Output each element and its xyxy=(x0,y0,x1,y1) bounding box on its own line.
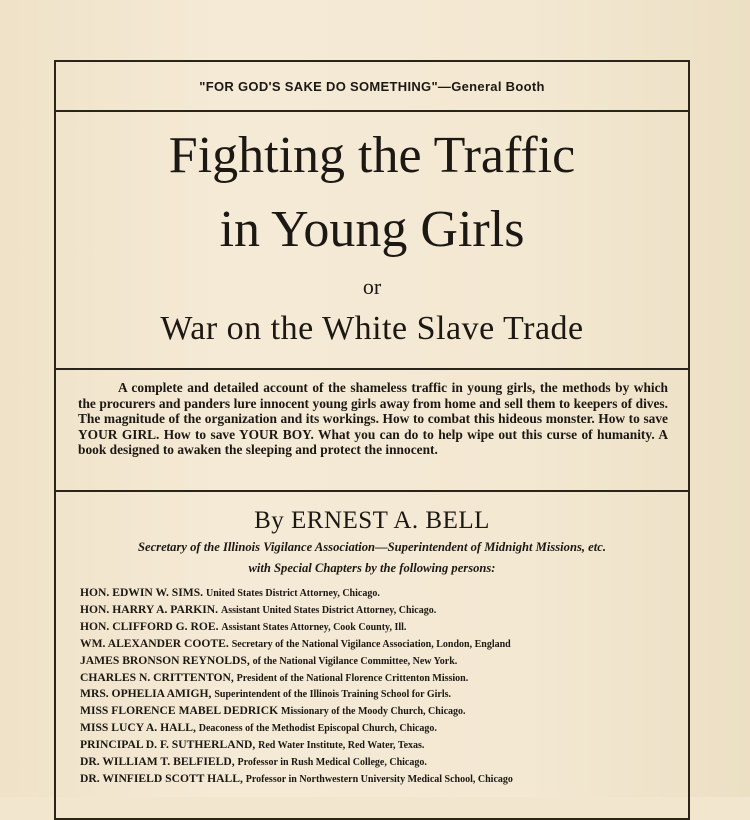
contributor-name: MISS FLORENCE MABEL DEDRICK xyxy=(80,704,279,718)
contributor-item xyxy=(80,771,688,788)
title-block xyxy=(56,112,688,370)
contributor-item xyxy=(80,720,688,737)
contributor-item xyxy=(80,754,688,771)
contributor-description: Professor in Rush Medical College, Chicago. xyxy=(237,757,427,769)
contributor-item xyxy=(80,636,688,653)
motto-banner xyxy=(56,62,688,112)
author-role: Secretary of the Illinois Vigilance Association—Superintendent of Midnight Missions, etc. xyxy=(137,540,606,554)
contributor-name: WM. ALEXANDER COOTE. xyxy=(80,636,229,650)
contributor-name: MRS. OPHELIA AMIGH, xyxy=(80,687,212,701)
contributor-item xyxy=(80,703,688,720)
contributor-description: Professor in Northwestern University Medical School, Chicago xyxy=(245,773,513,785)
contributor-description: Superintendent of the Illinois Training School for Girls. xyxy=(214,689,452,701)
contributor-description: Assistant States Attorney, Cook County, Ill. xyxy=(221,621,407,633)
contributor-description: President of the National Florence Crittenton Mission. xyxy=(236,672,469,684)
contributor-description: of the National Vigilance Committee, New York. xyxy=(252,655,458,667)
author-block xyxy=(56,492,688,818)
contributor-item xyxy=(80,686,688,703)
contributor-description: Assistant United States District Attorney, Chicago. xyxy=(220,604,437,616)
contributor-item xyxy=(80,670,688,687)
contributor-item xyxy=(80,737,688,754)
contributor-name: CHARLES N. CRITTENTON, xyxy=(80,670,234,684)
motto-text: "FOR GOD'S SAKE DO SOMETHING"—General Booth xyxy=(199,78,545,94)
chapters-intro: with Special Chapters by the following persons: xyxy=(248,561,496,575)
contributor-name: MISS LUCY A. HALL, xyxy=(80,721,196,735)
contributor-name: DR. WILLIAM T. BELFIELD, xyxy=(80,755,235,769)
author-byline: By ERNEST A. BELL xyxy=(254,507,490,534)
title-line-1: Fighting the Traffic xyxy=(168,127,576,184)
contributor-description: Missionary of the Moody Church, Chicago. xyxy=(281,706,466,718)
description-block xyxy=(56,370,688,492)
title-page-frame xyxy=(54,60,690,820)
contributor-name: HON. CLIFFORD G. ROE. xyxy=(80,619,219,633)
title-or: or xyxy=(362,274,382,299)
contributor-item xyxy=(80,602,688,619)
contributor-list xyxy=(80,585,688,788)
description-text: A complete and detailed account of the shameless traffic in young girls, the methods by which the procurers and panders lure innocent young girls away from home and sell them to keepers of dives. The magnitude of the organization and its workings. How to combat this hideous monster. How to save YOUR GIRL. How to save YOUR BOY. What you can do to help wipe out this curse of humanity. A book designed to awaken the sleeping and protect the innocent. xyxy=(78,380,668,458)
contributor-name: PRINCIPAL D. F. SUTHERLAND, xyxy=(80,738,256,752)
contributor-item xyxy=(80,653,688,670)
contributor-name: HON. HARRY A. PARKIN. xyxy=(80,602,219,616)
subtitle: War on the White Slave Trade xyxy=(160,310,584,347)
contributor-description: Secretary of the National Vigilance Association, London, England xyxy=(231,638,511,650)
contributor-name: JAMES BRONSON REYNOLDS, xyxy=(80,653,250,667)
contributor-description: United States District Attorney, Chicago. xyxy=(205,588,380,599)
contributor-description: Red Water Institute, Red Water, Texas. xyxy=(258,740,425,752)
contributor-description: Deaconess of the Methodist Episcopal Church, Chicago. xyxy=(198,723,437,735)
title-line-2: in Young Girls xyxy=(219,201,525,258)
contributor-name: HON. EDWIN W. SIMS. xyxy=(80,586,204,599)
contributor-item xyxy=(80,585,688,602)
contributor-name: DR. WINFIELD SCOTT HALL, xyxy=(80,771,243,785)
contributor-item xyxy=(80,619,688,636)
